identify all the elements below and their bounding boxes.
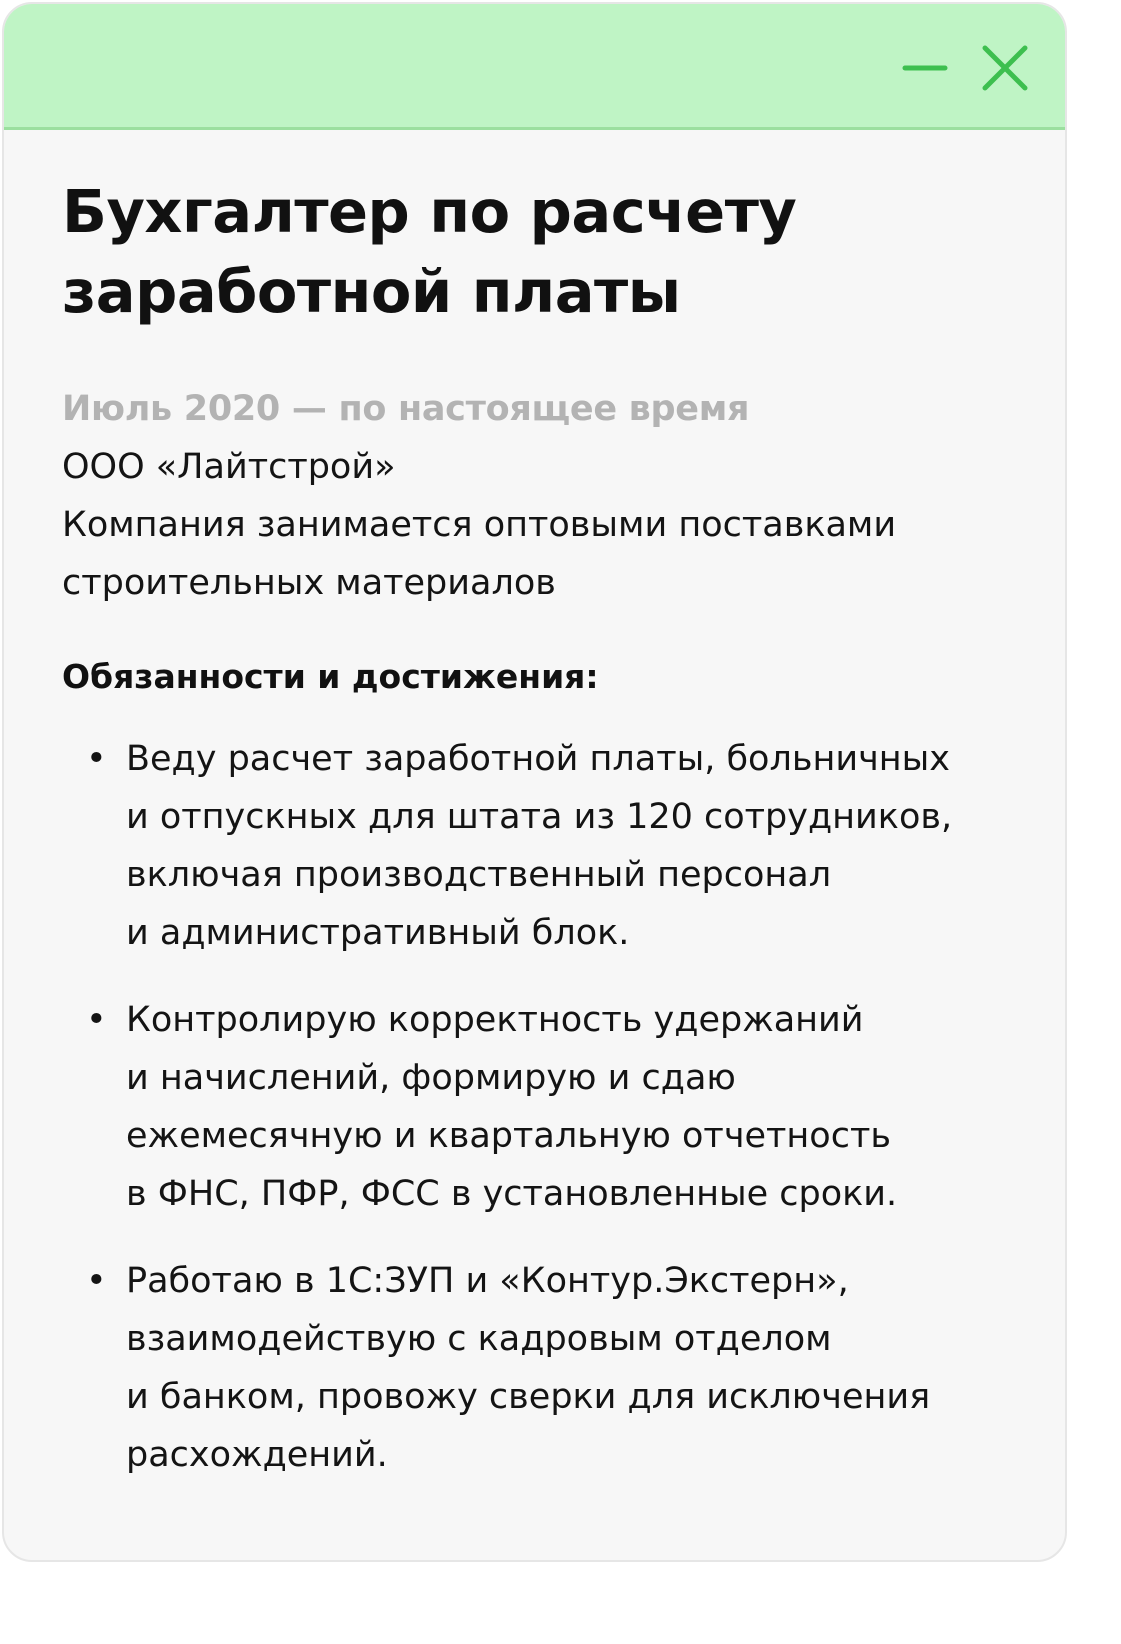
duty-item bbox=[62, 730, 1022, 962]
duty-line: расхождений. bbox=[126, 1435, 388, 1475]
duty-line: и отпускных для штата из 120 сотрудников, bbox=[126, 797, 953, 837]
duty-line: Работаю в 1С:ЗУП и «Контур.Экстерн», bbox=[126, 1261, 849, 1301]
duty-item bbox=[62, 1252, 1022, 1484]
duty-line: включая производственный персонал bbox=[126, 855, 832, 895]
duties-heading: Обязанности и достижения: bbox=[62, 657, 599, 696]
duty-line: Контролирую корректность удержаний bbox=[126, 1000, 864, 1040]
company-description-line: Компания занимается оптовыми поставками bbox=[62, 505, 897, 545]
job-title bbox=[62, 172, 1022, 332]
bullet-icon: • bbox=[86, 739, 107, 779]
resume-content bbox=[62, 130, 1022, 1513]
duty-line: в ФНС, ПФР, ФСС в установленные сроки. bbox=[126, 1174, 898, 1214]
duties-list bbox=[62, 730, 1022, 1484]
job-title-line: Бухгалтер по расчету bbox=[62, 177, 797, 246]
resume-window bbox=[2, 2, 1067, 1562]
window-titlebar bbox=[4, 4, 1065, 130]
duty-line: и банком, провожу сверки для исключения bbox=[126, 1377, 931, 1417]
minimize-icon bbox=[897, 40, 953, 96]
job-title-line: заработной платы bbox=[62, 257, 681, 326]
employment-period: Июль 2020 — по настоящее время bbox=[62, 389, 750, 429]
duty-line: взаимодействую с кадровым отделом bbox=[126, 1319, 832, 1359]
duty-item bbox=[62, 991, 1022, 1223]
duty-line: ежемесячную и квартальную отчетность bbox=[126, 1116, 891, 1156]
duty-line: и начислений, формирую и сдаю bbox=[126, 1058, 736, 1098]
duty-line: и административный блок. bbox=[126, 913, 630, 953]
close-button[interactable] bbox=[977, 40, 1033, 96]
minimize-button[interactable] bbox=[897, 40, 953, 96]
duty-line: Веду расчет заработной платы, больничных bbox=[126, 739, 951, 779]
bullet-icon: • bbox=[86, 1000, 107, 1040]
company-name: ООО «Лайтстрой» bbox=[62, 447, 396, 487]
bullet-icon: • bbox=[86, 1261, 107, 1301]
close-icon bbox=[977, 40, 1033, 96]
company-description-line: строительных материалов bbox=[62, 563, 556, 603]
